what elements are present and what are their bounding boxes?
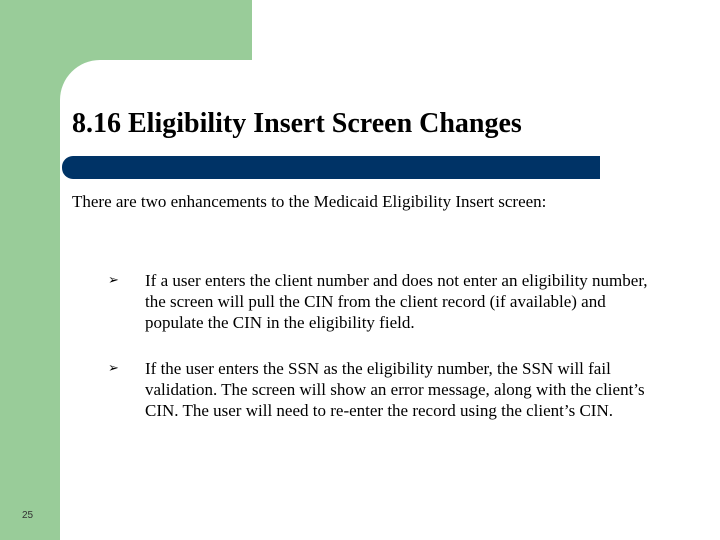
intro-text: There are two enhancements to the Medicaid Eligibility Insert screen: <box>72 192 547 211</box>
bullet-list <box>108 270 668 446</box>
arrow-bullet-icon: ➢ <box>108 273 119 288</box>
bullet-text: If the user enters the SSN as the eligibility number, the SSN will fail validation. The screen will show an error message, along with the client’s CIN. The user will need to re-enter the record using the client’s CIN. <box>145 359 645 420</box>
bullet-item <box>108 358 668 421</box>
arrow-bullet-icon: ➢ <box>108 361 119 376</box>
left-green-bar <box>0 0 60 540</box>
bullet-text: If a user enters the client number and does not enter an eligibility number, the screen will pull the CIN from the client record (if available) and populate the CIN in the eligibility field. <box>145 271 648 332</box>
slide-title: 8.16 Eligibility Insert Screen Changes <box>72 108 522 139</box>
top-green-bar <box>0 0 252 60</box>
title-underline-bar <box>62 156 600 179</box>
bullet-item <box>108 270 668 333</box>
page-number: 25 <box>22 510 34 521</box>
